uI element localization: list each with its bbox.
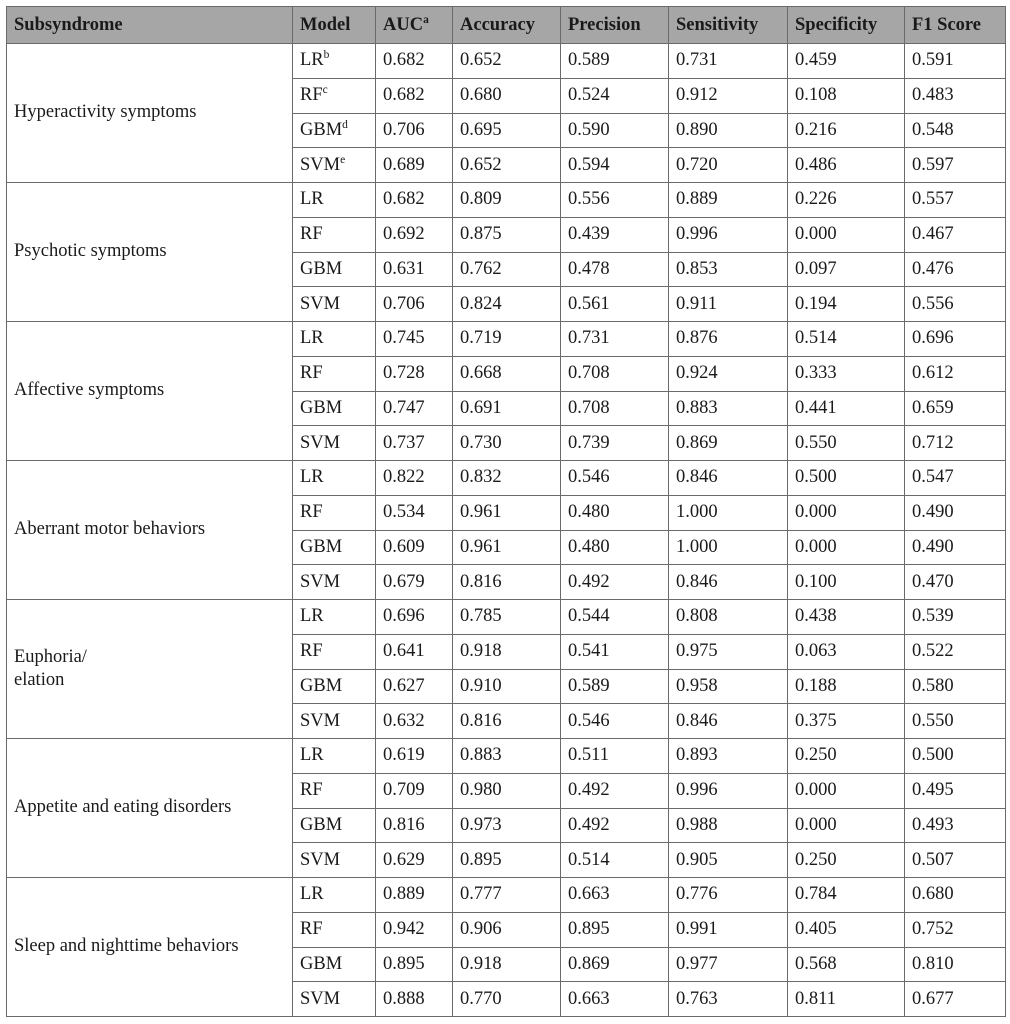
- metric-cell-precision: 0.480: [561, 495, 669, 530]
- metric-cell-accuracy: 0.652: [453, 148, 561, 183]
- metric-cell-specificity: 0.441: [788, 391, 905, 426]
- metric-cell-sensitivity: 0.905: [669, 843, 788, 878]
- metric-cell-auc: 0.745: [376, 322, 453, 357]
- metric-cell-specificity: 0.784: [788, 878, 905, 913]
- metric-cell-f1-score: 0.493: [905, 808, 1006, 843]
- table-row: [7, 739, 1006, 774]
- metric-cell-sensitivity: 0.924: [669, 356, 788, 391]
- metric-cell-auc: 0.534: [376, 495, 453, 530]
- metric-cell-auc: 0.737: [376, 426, 453, 461]
- model-name: RF: [300, 502, 323, 523]
- metric-cell-auc: 0.822: [376, 461, 453, 496]
- metric-cell-accuracy: 0.719: [453, 322, 561, 357]
- metric-cell-auc: 0.631: [376, 252, 453, 287]
- model-name: GBM: [300, 675, 343, 696]
- metric-cell-auc: 0.609: [376, 530, 453, 565]
- model-cell: [293, 44, 376, 79]
- metric-cell-precision: 0.524: [561, 78, 669, 113]
- subsyndrome-label-line: Euphoria/: [14, 646, 87, 667]
- subsyndrome-cell: [7, 183, 293, 322]
- header-row: [7, 7, 1006, 44]
- footnote-marker: e: [340, 153, 346, 166]
- metric-cell-accuracy: 0.691: [453, 391, 561, 426]
- metric-cell-sensitivity: 0.977: [669, 947, 788, 982]
- metric-cell-accuracy: 0.777: [453, 878, 561, 913]
- metric-cell-accuracy: 0.785: [453, 600, 561, 635]
- metric-cell-auc: 0.682: [376, 44, 453, 79]
- metric-cell-accuracy: 0.770: [453, 982, 561, 1017]
- metric-cell-sensitivity: 0.846: [669, 461, 788, 496]
- metric-cell-sensitivity: 0.808: [669, 600, 788, 635]
- metric-cell-precision: 0.480: [561, 530, 669, 565]
- footnote-marker: d: [342, 118, 348, 131]
- metric-cell-precision: 0.589: [561, 44, 669, 79]
- metric-cell-accuracy: 0.875: [453, 217, 561, 252]
- metric-cell-sensitivity: 1.000: [669, 495, 788, 530]
- metric-cell-specificity: 0.500: [788, 461, 905, 496]
- model-cell: [293, 878, 376, 913]
- table-row: [7, 600, 1006, 635]
- metric-cell-f1-score: 0.476: [905, 252, 1006, 287]
- subsyndrome-cell: [7, 739, 293, 878]
- metric-cell-accuracy: 0.973: [453, 808, 561, 843]
- metric-cell-sensitivity: 0.763: [669, 982, 788, 1017]
- metric-cell-specificity: 0.375: [788, 704, 905, 739]
- metric-cell-accuracy: 0.762: [453, 252, 561, 287]
- model-name: GBM: [300, 119, 343, 140]
- metric-cell-sensitivity: 0.720: [669, 148, 788, 183]
- model-name: LR: [300, 884, 324, 905]
- metric-cell-precision: 0.492: [561, 565, 669, 600]
- metric-cell-precision: 0.541: [561, 634, 669, 669]
- metric-cell-auc: 0.706: [376, 287, 453, 322]
- metric-cell-sensitivity: 0.889: [669, 183, 788, 218]
- table-header: [7, 7, 1006, 44]
- metric-cell-f1-score: 0.696: [905, 322, 1006, 357]
- metric-cell-f1-score: 0.539: [905, 600, 1006, 635]
- metric-cell-specificity: 0.194: [788, 287, 905, 322]
- metric-cell-auc: 0.627: [376, 669, 453, 704]
- metric-cell-specificity: 0.405: [788, 912, 905, 947]
- metric-cell-f1-score: 0.712: [905, 426, 1006, 461]
- metric-cell-sensitivity: 0.996: [669, 773, 788, 808]
- metric-cell-auc: 0.888: [376, 982, 453, 1017]
- metric-cell-f1-score: 0.547: [905, 461, 1006, 496]
- column-header-label: Sensitivity: [676, 14, 759, 35]
- model-name: SVM: [300, 293, 341, 314]
- column-header-label: Subsyndrome: [14, 14, 123, 35]
- table-row: [7, 44, 1006, 79]
- metric-cell-specificity: 0.100: [788, 565, 905, 600]
- table-row: [7, 878, 1006, 913]
- model-name: LR: [300, 189, 324, 210]
- metric-cell-f1-score: 0.659: [905, 391, 1006, 426]
- metric-cell-precision: 0.544: [561, 600, 669, 635]
- subsyndrome-label-line: Psychotic symptoms: [14, 241, 167, 262]
- table-row: [7, 183, 1006, 218]
- metric-cell-auc: 0.816: [376, 808, 453, 843]
- metric-cell-specificity: 0.000: [788, 530, 905, 565]
- subsyndrome-cell: [7, 878, 293, 1017]
- model-cell: [293, 217, 376, 252]
- model-cell: [293, 912, 376, 947]
- metric-cell-accuracy: 0.832: [453, 461, 561, 496]
- metric-cell-sensitivity: 0.731: [669, 44, 788, 79]
- model-cell: [293, 426, 376, 461]
- metric-cell-accuracy: 0.961: [453, 530, 561, 565]
- metric-cell-accuracy: 0.730: [453, 426, 561, 461]
- metric-cell-sensitivity: 0.846: [669, 704, 788, 739]
- metric-cell-precision: 0.594: [561, 148, 669, 183]
- metric-cell-specificity: 0.063: [788, 634, 905, 669]
- model-cell: [293, 704, 376, 739]
- metric-cell-auc: 0.619: [376, 739, 453, 774]
- metric-cell-precision: 0.546: [561, 461, 669, 496]
- metric-cell-specificity: 0.108: [788, 78, 905, 113]
- metric-cell-auc: 0.682: [376, 183, 453, 218]
- metric-cell-auc: 0.632: [376, 704, 453, 739]
- metric-cell-precision: 0.511: [561, 739, 669, 774]
- metric-cell-f1-score: 0.550: [905, 704, 1006, 739]
- model-name: SVM: [300, 710, 341, 731]
- metric-cell-sensitivity: 0.893: [669, 739, 788, 774]
- metric-cell-precision: 0.590: [561, 113, 669, 148]
- metric-cell-auc: 0.747: [376, 391, 453, 426]
- model-name: LR: [300, 50, 324, 71]
- column-header-label: AUC: [383, 14, 424, 35]
- metric-cell-auc: 0.696: [376, 600, 453, 635]
- column-header-model: [293, 7, 376, 44]
- metric-cell-precision: 0.546: [561, 704, 669, 739]
- metric-cell-auc: 0.895: [376, 947, 453, 982]
- column-header-label: Precision: [568, 14, 641, 35]
- model-name: SVM: [300, 849, 341, 870]
- model-cell: [293, 78, 376, 113]
- metric-cell-sensitivity: 0.991: [669, 912, 788, 947]
- metric-cell-specificity: 0.226: [788, 183, 905, 218]
- metric-cell-precision: 0.663: [561, 878, 669, 913]
- column-header-label: F1 Score: [912, 14, 982, 35]
- metric-cell-accuracy: 0.895: [453, 843, 561, 878]
- metric-cell-accuracy: 0.980: [453, 773, 561, 808]
- metric-cell-sensitivity: 0.988: [669, 808, 788, 843]
- model-name: LR: [300, 467, 324, 488]
- model-name: RF: [300, 919, 323, 940]
- metric-cell-specificity: 0.438: [788, 600, 905, 635]
- footnote-marker: b: [323, 49, 330, 62]
- metric-cell-specificity: 0.216: [788, 113, 905, 148]
- subsyndrome-label-line: Sleep and nighttime behaviors: [14, 936, 239, 957]
- model-name: SVM: [300, 988, 341, 1009]
- model-cell: [293, 495, 376, 530]
- table-row: [7, 461, 1006, 496]
- metric-cell-specificity: 0.250: [788, 843, 905, 878]
- metric-cell-auc: 0.889: [376, 878, 453, 913]
- metric-cell-f1-score: 0.612: [905, 356, 1006, 391]
- metric-cell-f1-score: 0.591: [905, 44, 1006, 79]
- metric-cell-f1-score: 0.752: [905, 912, 1006, 947]
- model-name: GBM: [300, 953, 343, 974]
- table-row: [7, 322, 1006, 357]
- metric-cell-accuracy: 0.652: [453, 44, 561, 79]
- metric-cell-specificity: 0.333: [788, 356, 905, 391]
- metric-cell-specificity: 0.486: [788, 148, 905, 183]
- metric-cell-sensitivity: 0.975: [669, 634, 788, 669]
- column-header-accuracy: [453, 7, 561, 44]
- model-cell: [293, 530, 376, 565]
- metric-cell-precision: 0.869: [561, 947, 669, 982]
- metric-cell-precision: 0.492: [561, 773, 669, 808]
- metric-cell-sensitivity: 0.846: [669, 565, 788, 600]
- model-name: SVM: [300, 154, 341, 175]
- metric-cell-specificity: 0.097: [788, 252, 905, 287]
- model-cell: [293, 252, 376, 287]
- metric-cell-f1-score: 0.548: [905, 113, 1006, 148]
- model-name: RF: [300, 85, 323, 106]
- subsyndrome-cell: [7, 461, 293, 600]
- subsyndrome-cell: [7, 600, 293, 739]
- model-cell: [293, 322, 376, 357]
- metric-cell-accuracy: 0.668: [453, 356, 561, 391]
- metric-cell-precision: 0.708: [561, 356, 669, 391]
- metric-cell-sensitivity: 0.890: [669, 113, 788, 148]
- column-header-sensitivity: [669, 7, 788, 44]
- model-cell: [293, 183, 376, 218]
- model-cell: [293, 113, 376, 148]
- model-name: RF: [300, 780, 323, 801]
- metric-cell-specificity: 0.811: [788, 982, 905, 1017]
- metric-cell-specificity: 0.000: [788, 773, 905, 808]
- metric-cell-precision: 0.478: [561, 252, 669, 287]
- metric-cell-accuracy: 0.809: [453, 183, 561, 218]
- metric-cell-sensitivity: 0.996: [669, 217, 788, 252]
- metric-cell-precision: 0.895: [561, 912, 669, 947]
- metric-cell-accuracy: 0.816: [453, 704, 561, 739]
- metric-cell-accuracy: 0.918: [453, 947, 561, 982]
- metric-cell-sensitivity: 0.912: [669, 78, 788, 113]
- model-cell: [293, 461, 376, 496]
- metric-cell-auc: 0.706: [376, 113, 453, 148]
- model-cell: [293, 669, 376, 704]
- results-table: [6, 6, 1006, 1017]
- model-name: GBM: [300, 397, 343, 418]
- metric-cell-accuracy: 0.910: [453, 669, 561, 704]
- metric-cell-precision: 0.492: [561, 808, 669, 843]
- model-name: GBM: [300, 536, 343, 557]
- subsyndrome-label-line: Appetite and eating disorders: [14, 797, 232, 818]
- metric-cell-specificity: 0.250: [788, 739, 905, 774]
- metric-cell-auc: 0.641: [376, 634, 453, 669]
- metric-cell-precision: 0.556: [561, 183, 669, 218]
- metric-cell-f1-score: 0.810: [905, 947, 1006, 982]
- model-name: GBM: [300, 258, 343, 279]
- model-name: LR: [300, 745, 324, 766]
- column-header-specificity: [788, 7, 905, 44]
- model-cell: [293, 843, 376, 878]
- model-name: RF: [300, 641, 323, 662]
- metric-cell-accuracy: 0.695: [453, 113, 561, 148]
- column-header-auc: [376, 7, 453, 44]
- metric-cell-f1-score: 0.556: [905, 287, 1006, 322]
- metric-cell-f1-score: 0.467: [905, 217, 1006, 252]
- model-name: RF: [300, 363, 323, 384]
- metric-cell-f1-score: 0.490: [905, 530, 1006, 565]
- model-name: LR: [300, 328, 324, 349]
- subsyndrome-label-line: Hyperactivity symptoms: [14, 102, 197, 123]
- metric-cell-precision: 0.708: [561, 391, 669, 426]
- metric-cell-precision: 0.514: [561, 843, 669, 878]
- metric-cell-specificity: 0.000: [788, 217, 905, 252]
- column-header-label: Specificity: [795, 14, 878, 35]
- model-cell: [293, 739, 376, 774]
- metric-cell-auc: 0.682: [376, 78, 453, 113]
- subsyndrome-cell: [7, 44, 293, 183]
- metric-cell-precision: 0.731: [561, 322, 669, 357]
- model-cell: [293, 600, 376, 635]
- metric-cell-precision: 0.561: [561, 287, 669, 322]
- metric-cell-f1-score: 0.507: [905, 843, 1006, 878]
- model-name: SVM: [300, 432, 341, 453]
- subsyndrome-label-line: elation: [14, 670, 65, 690]
- model-cell: [293, 148, 376, 183]
- subsyndrome-cell: [7, 322, 293, 461]
- model-cell: [293, 391, 376, 426]
- metric-cell-f1-score: 0.677: [905, 982, 1006, 1017]
- model-name: SVM: [300, 571, 341, 592]
- metric-cell-precision: 0.439: [561, 217, 669, 252]
- metric-cell-accuracy: 0.824: [453, 287, 561, 322]
- metric-cell-specificity: 0.459: [788, 44, 905, 79]
- model-cell: [293, 356, 376, 391]
- metric-cell-sensitivity: 1.000: [669, 530, 788, 565]
- column-header-subsyndrome: [7, 7, 293, 44]
- metric-cell-sensitivity: 0.958: [669, 669, 788, 704]
- model-name: LR: [300, 606, 324, 627]
- model-cell: [293, 808, 376, 843]
- model-cell: [293, 947, 376, 982]
- metric-cell-accuracy: 0.883: [453, 739, 561, 774]
- metric-cell-f1-score: 0.490: [905, 495, 1006, 530]
- metric-cell-specificity: 0.188: [788, 669, 905, 704]
- metric-cell-auc: 0.728: [376, 356, 453, 391]
- metric-cell-f1-score: 0.680: [905, 878, 1006, 913]
- footnote-marker: c: [322, 83, 328, 96]
- metric-cell-f1-score: 0.470: [905, 565, 1006, 600]
- column-header-f1-score: [905, 7, 1006, 44]
- metric-cell-sensitivity: 0.911: [669, 287, 788, 322]
- column-header-precision: [561, 7, 669, 44]
- metric-cell-sensitivity: 0.883: [669, 391, 788, 426]
- metric-cell-f1-score: 0.580: [905, 669, 1006, 704]
- metric-cell-sensitivity: 0.853: [669, 252, 788, 287]
- model-name: RF: [300, 224, 323, 245]
- metric-cell-auc: 0.942: [376, 912, 453, 947]
- footnote-marker: a: [423, 13, 429, 26]
- metric-cell-auc: 0.709: [376, 773, 453, 808]
- metric-cell-specificity: 0.514: [788, 322, 905, 357]
- model-cell: [293, 982, 376, 1017]
- subsyndrome-label-line: Aberrant motor behaviors: [14, 519, 206, 540]
- metric-cell-precision: 0.589: [561, 669, 669, 704]
- metric-cell-sensitivity: 0.869: [669, 426, 788, 461]
- metric-cell-auc: 0.629: [376, 843, 453, 878]
- metric-cell-accuracy: 0.816: [453, 565, 561, 600]
- metric-cell-f1-score: 0.483: [905, 78, 1006, 113]
- model-name: GBM: [300, 814, 343, 835]
- metric-cell-specificity: 0.000: [788, 808, 905, 843]
- model-cell: [293, 634, 376, 669]
- metric-cell-specificity: 0.550: [788, 426, 905, 461]
- metric-cell-auc: 0.692: [376, 217, 453, 252]
- metric-cell-accuracy: 0.680: [453, 78, 561, 113]
- metric-cell-accuracy: 0.918: [453, 634, 561, 669]
- metric-cell-specificity: 0.000: [788, 495, 905, 530]
- column-header-label: Model: [300, 14, 351, 35]
- metric-cell-f1-score: 0.495: [905, 773, 1006, 808]
- model-cell: [293, 565, 376, 600]
- metric-cell-specificity: 0.568: [788, 947, 905, 982]
- model-cell: [293, 287, 376, 322]
- metric-cell-precision: 0.739: [561, 426, 669, 461]
- model-cell: [293, 773, 376, 808]
- metric-cell-sensitivity: 0.876: [669, 322, 788, 357]
- column-header-label: Accuracy: [460, 14, 535, 35]
- metric-cell-accuracy: 0.906: [453, 912, 561, 947]
- metric-cell-f1-score: 0.522: [905, 634, 1006, 669]
- metric-cell-precision: 0.663: [561, 982, 669, 1017]
- metric-cell-f1-score: 0.500: [905, 739, 1006, 774]
- metric-cell-auc: 0.689: [376, 148, 453, 183]
- metric-cell-sensitivity: 0.776: [669, 878, 788, 913]
- table-body: [7, 44, 1006, 1017]
- metric-cell-auc: 0.679: [376, 565, 453, 600]
- subsyndrome-label-line: Affective symptoms: [14, 380, 165, 401]
- metric-cell-f1-score: 0.557: [905, 183, 1006, 218]
- metric-cell-accuracy: 0.961: [453, 495, 561, 530]
- metric-cell-f1-score: 0.597: [905, 148, 1006, 183]
